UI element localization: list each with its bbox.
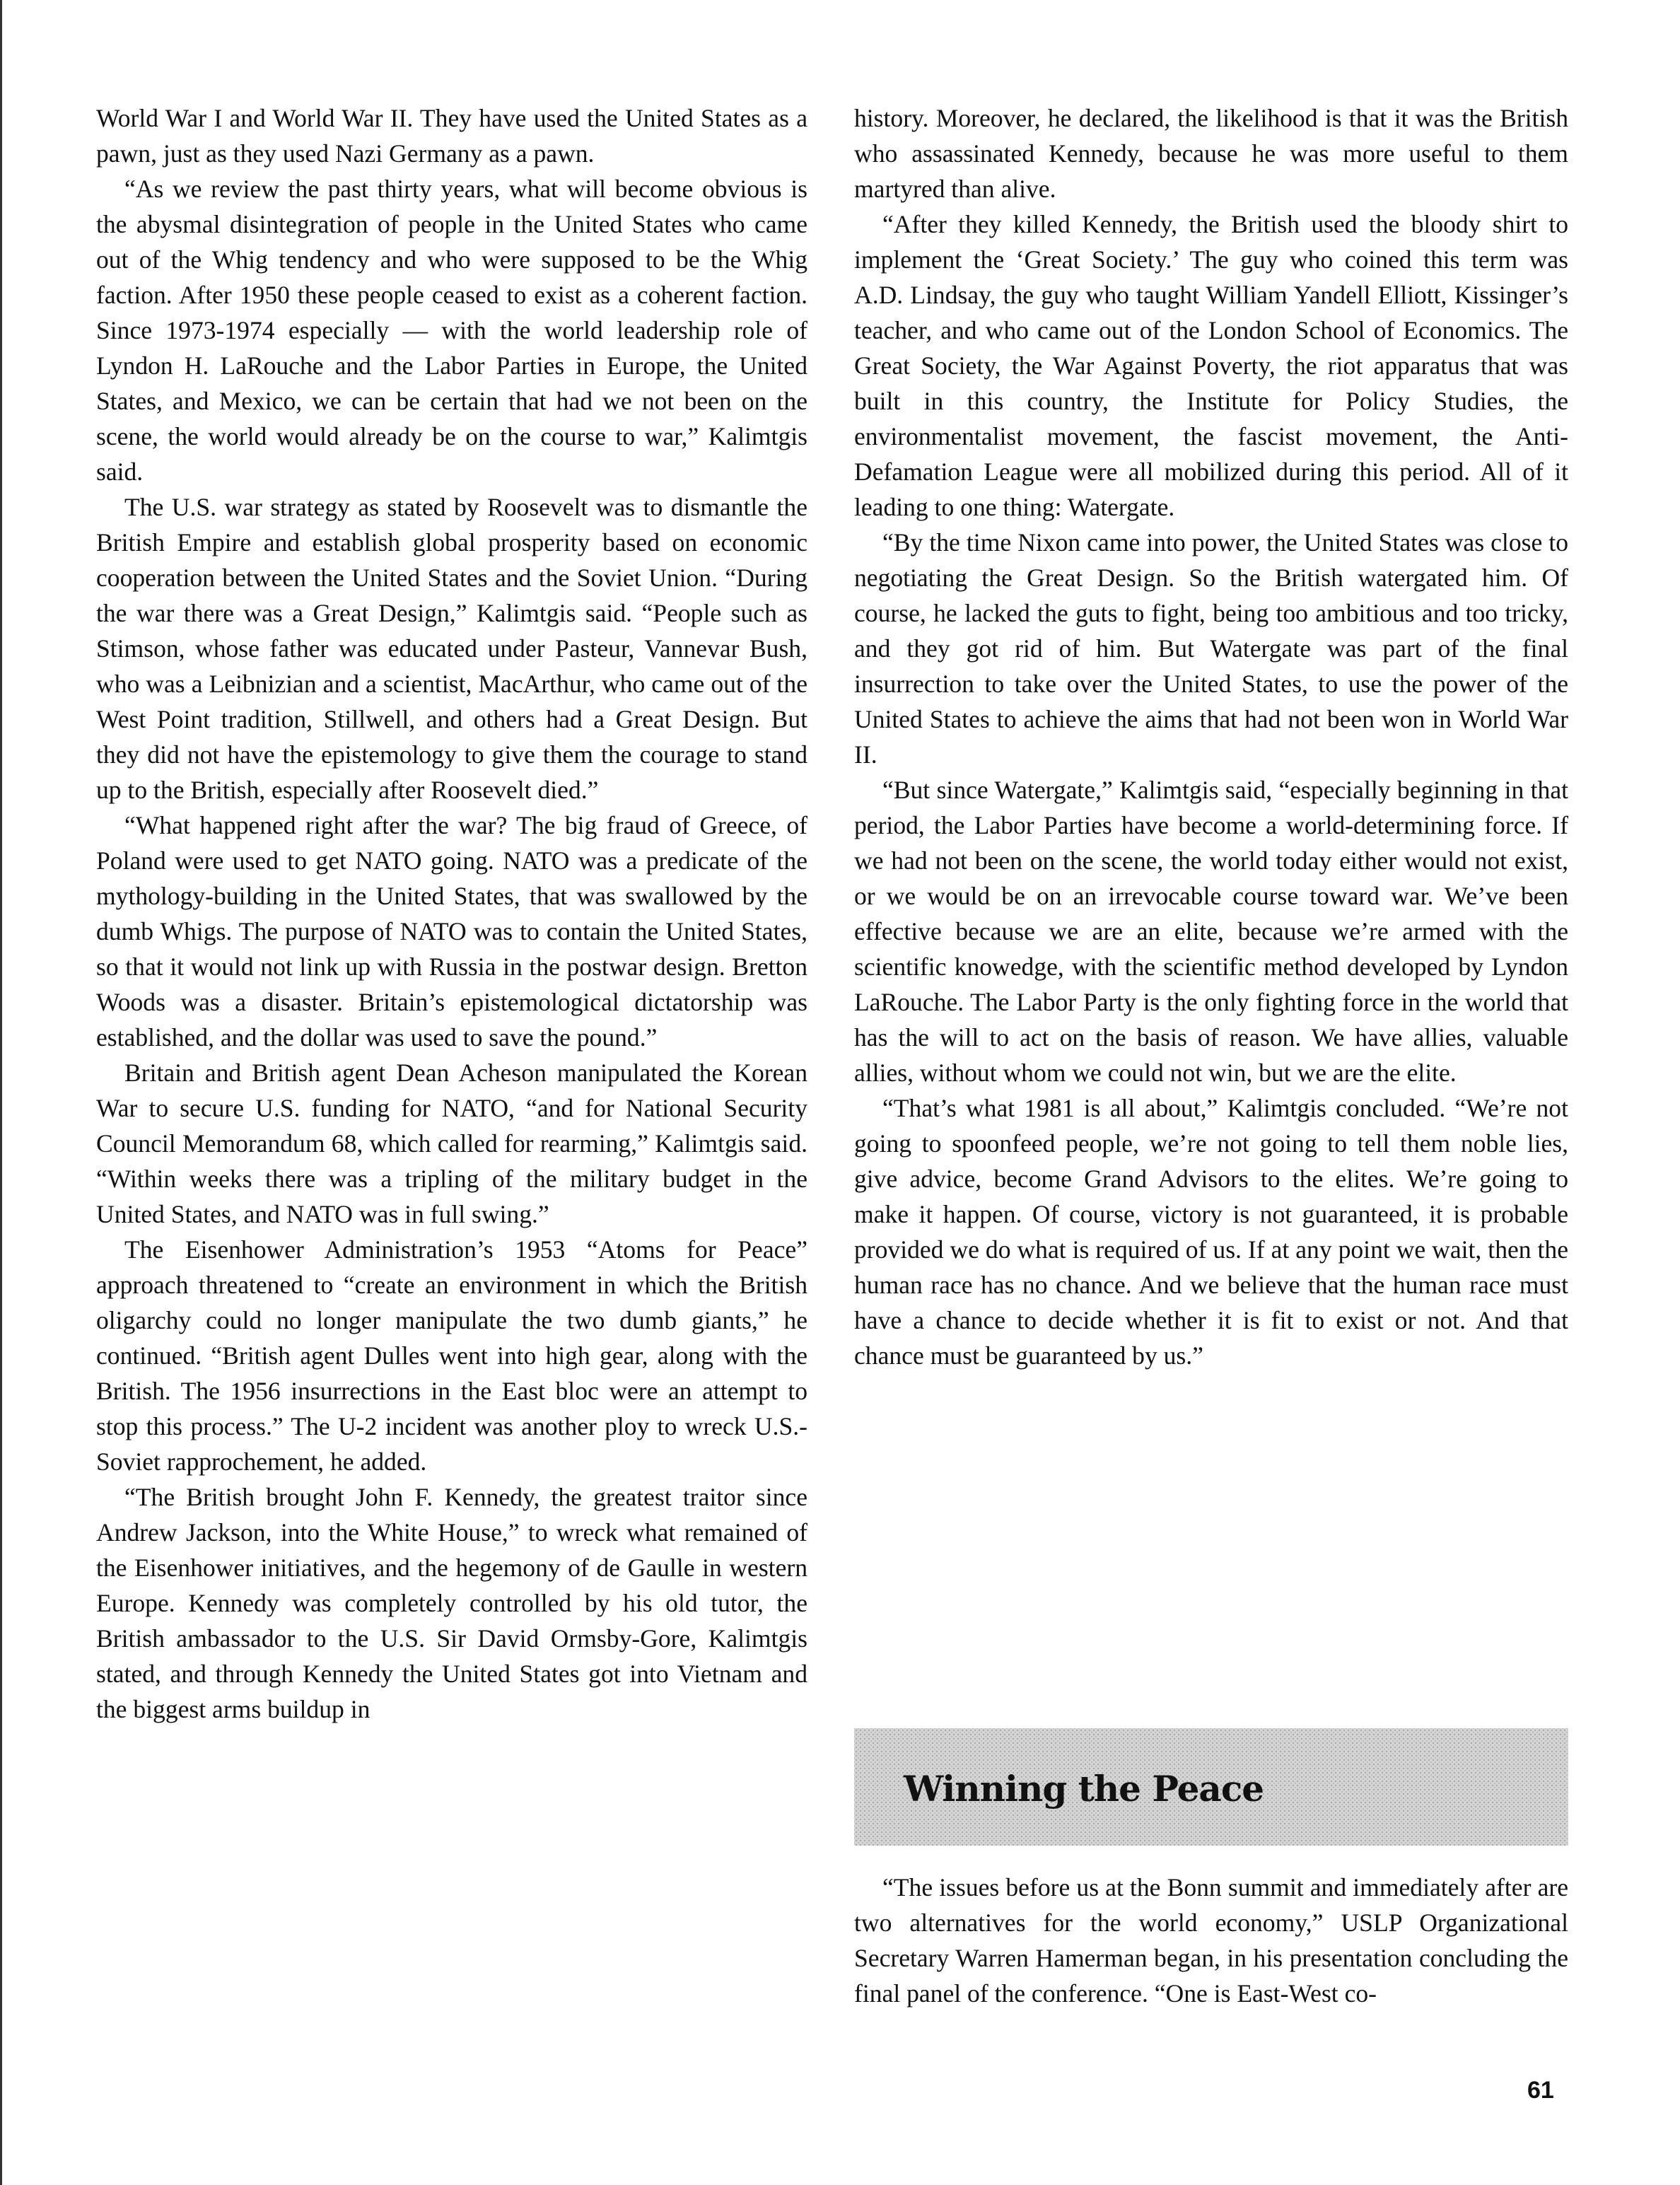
page-number: 61 xyxy=(1527,2077,1554,2104)
paragraph: “But since Watergate,” Kalimtgis said, “especially beginning in that period, the Labor Parties have become a world-determining force. If we had not been on the scene, the world today either would not exist, or we would be on an irrevocable course toward war. We’ve been effective because we are an elite, because we’re armed with the scientific knowedge, with the scientific method developed by Lyndon LaRouche. The Labor Party is the only fighting force in the world that has the will to act on the basis of reason. We have allies, valuable allies, without whom we could not win, but we are the elite. xyxy=(854,776,1568,1087)
section-heading-banner xyxy=(854,1728,1568,1846)
paragraph: “What happened right after the war? The big fraud of Greece, of Poland were used to get NATO going. NATO was a predicate of the mythology-building in the United States, that was swallowed by the dumb Whigs. The purpose of NATO was to contain the United States, so that it would not link up with Russia in the postwar design. Bretton Woods was a disaster. Britain’s epistemological dictatorship was established, and the dollar was used to save the pound.” xyxy=(96,811,807,1051)
paragraph: The Eisenhower Administration’s 1953 “Atoms for Peace” approach threatened to “create an environment in which the British oligarchy could no longer manipulate the two dumb giants,” he continued. “British agent Dulles went into high gear, along with the British. The 1956 insurrections in the East bloc were an attempt to stop this process.” The U-2 incident was another ploy to wreck U.S.-Soviet rapprochement, he added. xyxy=(96,1235,807,1476)
paragraph: “The British brought John F. Kennedy, the greatest traitor since Andrew Jackson, into the White House,” to wreck what remained of the Eisenhower initiatives, and the hegemony of de Gaulle in western Europe. Kennedy was completely controlled by his old tutor, the British ambassador to the U.S. Sir David Ormsby-Gore, Kalimtgis stated, and through Kennedy the United States got into Vietnam and the biggest arms buildup in xyxy=(96,1483,807,1723)
paragraph: history. Moreover, he declared, the likelihood is that it was the British who assassinated Kennedy, because he was more useful to them martyred than alive. xyxy=(854,104,1568,203)
page-edge-rule xyxy=(0,0,2,2185)
paragraph: “By the time Nixon came into power, the United States was close to negotiating the Great Design. So the British watergated him. Of course, he lacked the guts to fight, being too ambitious and too tricky, and they got rid of him. But Watergate was part of the final insurrection to take over the United States, to use the power of the United States to achieve the aims that had not been won in World War II. xyxy=(854,528,1568,769)
right-text-column xyxy=(854,100,1568,1373)
paragraph: “After they killed Kennedy, the British used the bloody shirt to implement the ‘Great Society.’ The guy who coined this term was A.D. Lindsay, the guy who taught William Yandell Elliott, Kissinger’s teacher, and who came out of the London School of Economics. The Great Society, the War Against Poverty, the riot apparatus that was built in this country, the Institute for Policy Studies, the environmentalist movement, the fascist movement, the Anti-Defamation League were all mobilized during this period. All of it leading to one thing: Watergate. xyxy=(854,210,1568,521)
section-text xyxy=(854,1870,1568,2011)
section-title: Winning the Peace xyxy=(904,1768,1264,1810)
paragraph: The U.S. war strategy as stated by Roosevelt was to dismantle the British Empire and establish global prosperity based on economic cooperation between the United States and the Soviet Union. “During the war there was a Great Design,” Kalimtgis said. “People such as Stimson, whose father was educated under Pasteur, Vannevar Bush, who was a Leibnizian and a scientist, MacArthur, who came out of the West Point tradition, Stillwell, and others had a Great Design. But they did not have the epistemology to give them the courage to stand up to the British, especially after Roosevelt died.” xyxy=(96,493,807,804)
left-text-column xyxy=(96,100,807,1727)
paragraph: “As we review the past thirty years, what will become obvious is the abysmal disintegration of people in the United States who came out of the Whig tendency and who were supposed to be the Whig faction. After 1950 these people ceased to exist as a coherent faction. Since 1973-1974 especially — with the world leadership role of Lyndon H. LaRouche and the Labor Parties in Europe, the United States, and Mexico, we can be certain that had we not been on the scene, the world would already be on the course to war,” Kalimtgis said. xyxy=(96,175,807,486)
paragraph: Britain and British agent Dean Acheson manipulated the Korean War to secure U.S. funding for NATO, “and for National Security Council Memorandum 68, which called for rearming,” Kalimtgis said. “Within weeks there was a tripling of the military budget in the United States, and NATO was in full swing.” xyxy=(96,1059,807,1228)
paragraph: “The issues before us at the Bonn summit and immediately after are two alternatives for the world economy,” USLP Organizational Secretary Warren Hamerman began, in his presentation concluding the final panel of the conference. “One is East-West co- xyxy=(854,1873,1568,2008)
paragraph: “That’s what 1981 is all about,” Kalimtgis concluded. “We’re not going to spoonfeed people, we’re not going to tell them noble lies, give advice, become Grand Advisors to the elites. We’re going to make it happen. Of course, victory is not guaranteed, it is probable provided we do what is required of us. If at any point we wait, then the human race has no chance. And we believe that the human race must have a chance to decide whether it is fit to exist or not. And that chance must be guaranteed by us.” xyxy=(854,1094,1568,1370)
paragraph: World War I and World War II. They have used the United States as a pawn, just as they used Nazi Germany as a pawn. xyxy=(96,104,807,168)
